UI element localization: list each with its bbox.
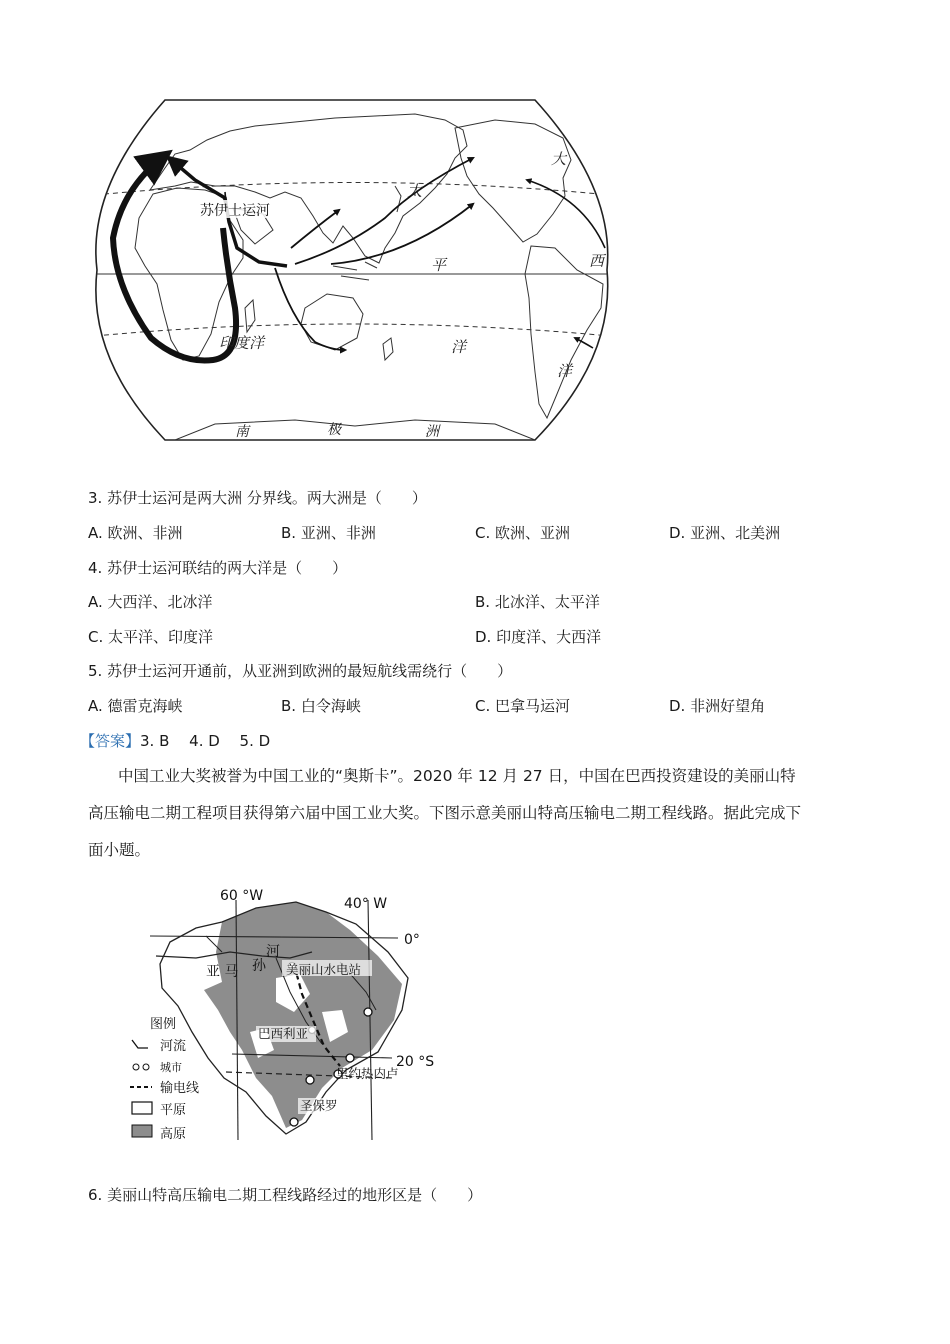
q4-option-c[interactable]: C. 太平洋、印度洋 [88, 628, 214, 646]
q6-stem: 6. 美丽山特高压输电二期工程线路经过的地形区是（ ） [88, 1186, 483, 1204]
legend-title: 图例 [150, 1017, 177, 1032]
q4-option-b[interactable]: B. 北冰洋、太平洋 [475, 593, 600, 611]
q3-option-c[interactable]: C. 欧洲、亚洲 [475, 524, 571, 542]
label-indian-ocean: 印度洋 [219, 334, 265, 352]
q3-option-a[interactable]: A. 欧洲、非洲 [88, 524, 183, 542]
label-suez-canal: 苏伊士运河 [200, 203, 270, 219]
label-rio: 里约热内卢 [336, 1066, 399, 1081]
map-frame [96, 100, 608, 440]
passage-line-3: 面小题。 [88, 841, 151, 859]
label-antarctica-1: 南 [235, 424, 249, 440]
label-atlantic-2: 西 [589, 252, 605, 270]
q5-option-d[interactable]: D. 非洲好望角 [669, 697, 766, 715]
legend-plateau-icon [132, 1125, 152, 1137]
label-saopaulo: 圣保罗 [300, 1098, 338, 1113]
q3-stem: 3. 苏伊士运河是两大洲 分界线。两大洲是（ ） [88, 489, 427, 507]
legend-plain-label: 平原 [160, 1103, 187, 1118]
label-antarctica-3: 洲 [425, 424, 439, 440]
answer-line [80, 731, 270, 751]
label-pacific-2: 平 [431, 256, 447, 274]
label-atlantic-3: 洋 [557, 362, 573, 380]
q5-stem: 5. 苏伊士运河开通前，从亚洲到欧洲的最短航线需绕行（ ） [88, 662, 513, 680]
label-pacific-3: 洋 [451, 338, 467, 356]
plateau-area [204, 902, 402, 1128]
legend-city-icon-1 [133, 1064, 139, 1070]
passage-line-2: 高压输电二期工程项目获得第六届中国工业大奖。下图示意美丽山特高压输电二期工程线路。据此完成下 [88, 804, 802, 822]
label-river-he: 河 [266, 944, 280, 960]
q5-option-c[interactable]: C. 巴拿马运河 [475, 697, 571, 715]
world-route-map [95, 98, 610, 443]
answer-tag: 【答案】 [80, 732, 141, 750]
label-lat0: 0° [404, 932, 420, 948]
city-3 [306, 1076, 314, 1084]
label-hydro-station: 美丽山水电站 [286, 962, 362, 977]
answer-text: 3. B 4. D 5. D [140, 732, 271, 750]
label-40w: 40° W [344, 896, 388, 912]
q4-option-a[interactable]: A. 大西洋、北冰洋 [88, 593, 213, 611]
legend-plateau-label: 高原 [160, 1127, 187, 1142]
q4-stem: 4. 苏伊士运河联结的两大洋是（ ） [88, 559, 348, 577]
q5-option-a[interactable]: A. 德雷克海峡 [88, 697, 183, 715]
q5-option-b[interactable]: B. 白令海峡 [281, 697, 361, 715]
label-river-yama: 亚 马 [206, 964, 239, 980]
q4-option-d[interactable]: D. 印度洋、大西洋 [475, 628, 602, 646]
passage-line-1: 中国工业大奖被誉为中国工业的“奥斯卡”。2020 年 12 月 27 日，中国在巴西投资建设的美丽山特 [118, 767, 796, 785]
q3-option-b[interactable]: B. 亚洲、非洲 [281, 524, 376, 542]
legend-line-label: 输电线 [160, 1081, 200, 1096]
label-60w: 60 °W [220, 888, 264, 904]
q3-option-d[interactable]: D. 亚洲、北美洲 [669, 524, 781, 542]
label-lat20s: 20 °S [396, 1054, 435, 1070]
legend-city-label: 城市 [160, 1061, 182, 1074]
city-1 [364, 1008, 372, 1016]
city-2 [346, 1054, 354, 1062]
legend-river-label: 河流 [160, 1039, 187, 1054]
brazil-transmission-map [126, 882, 446, 1144]
label-antarctica-2: 极 [327, 422, 341, 438]
legend-plain-icon [132, 1102, 152, 1114]
label-pacific-1: 太 [407, 182, 423, 200]
legend-city-icon-2 [143, 1064, 149, 1070]
label-river-sun: 孙 [252, 958, 266, 974]
legend-river-icon [132, 1040, 148, 1048]
label-brasilia: 巴西利亚 [258, 1026, 309, 1041]
city-saopaulo [290, 1118, 298, 1126]
label-atlantic-1: 大 [551, 150, 567, 168]
